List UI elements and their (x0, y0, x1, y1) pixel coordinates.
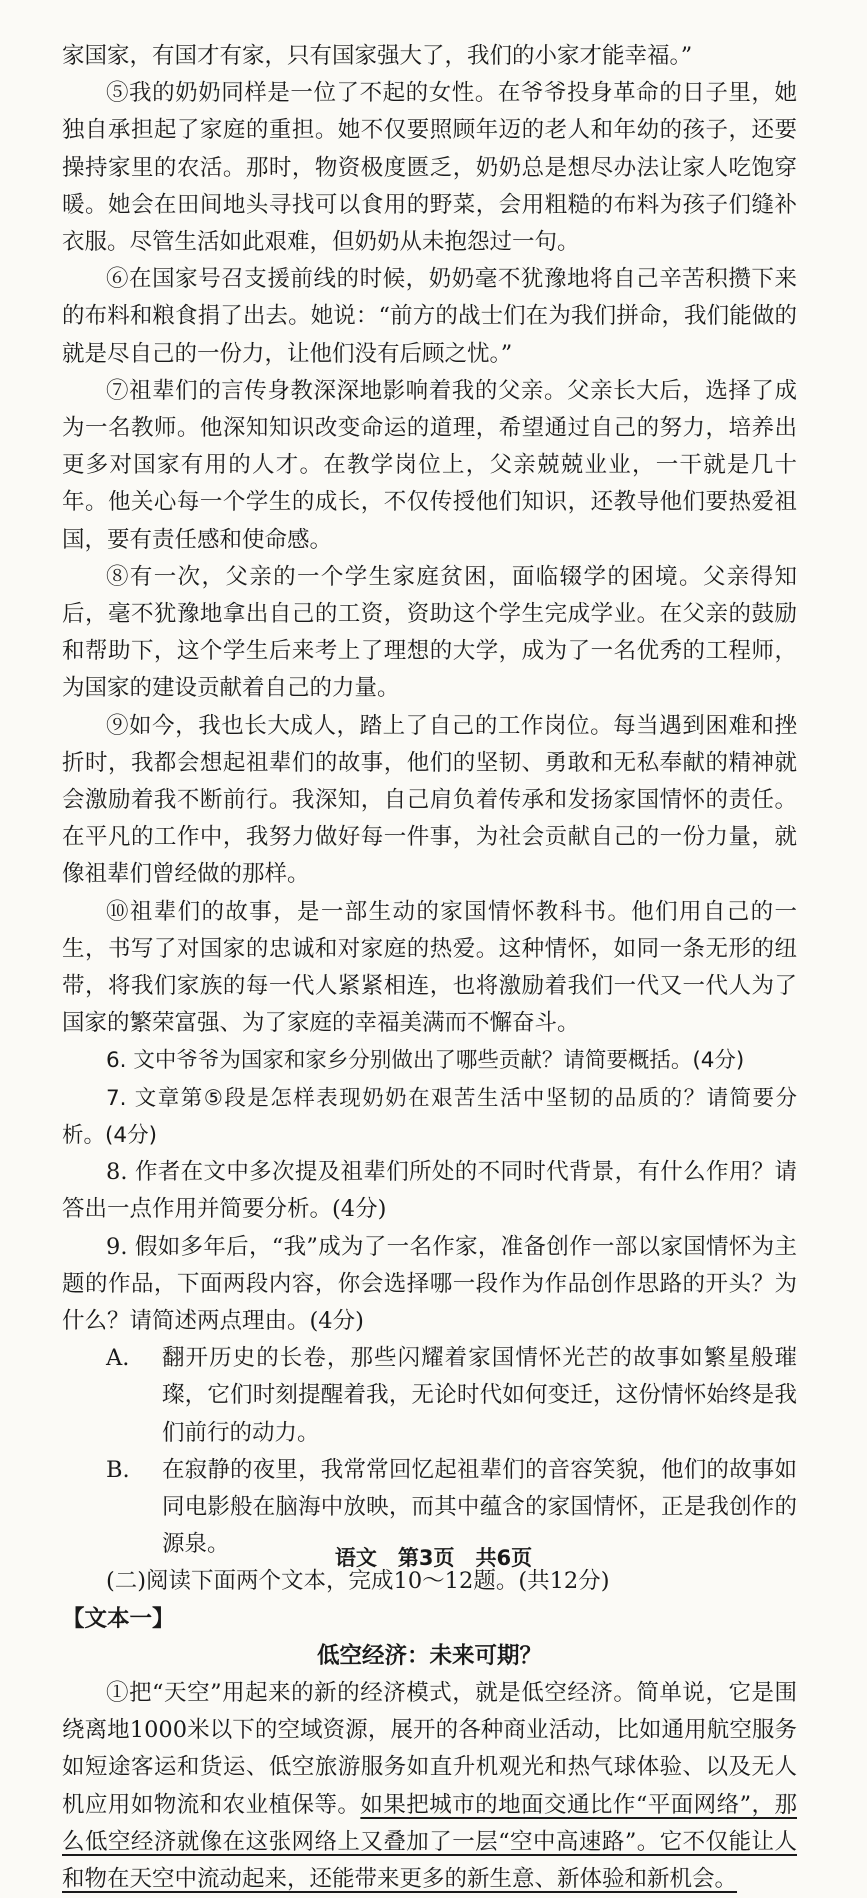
option-a (62, 1340, 797, 1452)
option-b-text: 在寂静的夜里，我常常回忆起祖辈们的音容笑貌，他们的故事如同电影般在脑海中放映，而其中蕴含的家国情怀，正是我创作的源泉。 (162, 1456, 797, 1558)
page-content (62, 38, 797, 1898)
passage-paragraph-7: ⑦祖辈们的言传身教深深地影响着我的父亲。父亲长大后，选择了成为一名教师。他深知知识改变命运的道理，希望通过自己的努力，培养出更多对国家有用的人才。在教学岗位上，父亲兢兢业业，一干就是几十年。他关心每一个学生的成长，不仅传授他们知识，还教导他们要热爱祖国，要有责任感和使命感。 (62, 377, 797, 553)
passage-paragraph-5: ⑤我的奶奶同样是一位了不起的女性。在爷爷投身革命的日子里，她独自承担起了家庭的重担。她不仅要照顾年迈的老人和年幼的孩子，还要操持家里的农活。那时，物资极度匮乏，奶奶总是想尽办法让家人吃饱穿暖。她会在田间地头寻找可以食用的野菜，会用粗糙的布料为孩子们缝补衣服。尽管生活如此艰难，但奶奶从未抱怨过一句。 (62, 80, 797, 256)
article-paragraph-1-text: ①把“天空”用起来的新的经济模式，就是低空经济。简单说，它是围绕离地1000米以下的空域资源，展开的各种商业活动，比如通用航空服务如短途客运和货运、低空旅游服务如直升机观光和热气球体验、以及无人机应用如物流和农业植保等。 (62, 1679, 797, 1818)
page-footer: 语文 第3页 共6页 (334, 1546, 533, 1570)
question-9: 9. 假如多年后，“我”成为了一名作家，准备创作一部以家国情怀为主题的作品，下面两段内容，你会选择哪一段作为作品创作思路的开头？为什么？请简述两点理由。(4分) (62, 1233, 797, 1334)
option-a-text: 翻开历史的长卷，那些闪耀着家国情怀光芒的故事如繁星般璀璨，它们时刻提醒着我，无论时代如何变迁，这份情怀始终是我们前行的动力。 (162, 1345, 797, 1446)
option-a-label: A. (106, 1345, 130, 1372)
article-title: 低空经济：未来可期？ (316, 1642, 542, 1669)
text-one-tag: 【文本一】 (62, 1605, 175, 1632)
option-b-label: B. (106, 1456, 130, 1483)
question-8: 8. 作者在文中多次提及祖辈们所处的不同时代背景，有什么作用？请答出一点作用并简要分析。(4分) (62, 1159, 797, 1223)
question-6: 6. 文中爷爷为国家和家乡分别做出了哪些贡献？请简要概括。(4分) (106, 1048, 745, 1074)
question-7: 7. 文章第⑤段是怎样表现奶奶在艰苦生活中坚韧的品质的？请简要分析。(4分) (62, 1085, 797, 1148)
section-2-heading: (二)阅读下面两个文本，完成10～12题。(共12分) (106, 1568, 610, 1595)
passage-paragraph-6: ⑥在国家号召支援前线的时候，奶奶毫不犹豫地将自己辛苦积攒下来的布料和粮食捐了出去。她说：“前方的战士们在为我们拼命，我们能做的就是尽自己的一份力，让他们没有后顾之忧。” (62, 266, 797, 367)
passage-paragraph-10: ⑩祖辈们的故事，是一部生动的家国情怀教科书。他们用自己的一生，书写了对国家的忠诚和对家庭的热爱。这种情怀，如同一条无形的纽带，将我们家族的每一代人紧紧相连，也将激励着我们一代又一代人为了国家的繁荣富强、为了家庭的幸福美满而不懈奋斗。 (62, 898, 797, 1037)
underlined-sentence: 如果把城市的地面交通比作“平面网络”，那么低空经济就像在这张网络上又叠加了一层“空中高速路”。它不仅能让人和物在天空中流动起来，还能带来更多的新生意、新体验和新机会。 (62, 1791, 797, 1892)
passage-paragraph-continued: 家国家，有国才有家，只有国家强大了，我们的小家才能幸福。” (62, 43, 693, 69)
article-paragraph-1 (62, 1675, 797, 1898)
passage-paragraph-8: ⑧有一次，父亲的一个学生家庭贫困，面临辍学的困境。父亲得知后，毫不犹豫地拿出自己的工资，资助这个学生完成学业。在父亲的鼓励和帮助下，这个学生后来考上了理想的大学，成为了一名优秀的工程师，为国家的建设贡献着自己的力量。 (62, 563, 797, 702)
passage-paragraph-9: ⑨如今，我也长大成人，踏上了自己的工作岗位。每当遇到困难和挫折时，我都会想起祖辈们的故事，他们的坚韧、勇敢和无私奉献的精神就会激励着我不断前行。我深知，自己肩负着传承和发扬家国情怀的责任。在平凡的工作中，我努力做好每一件事，为社会贡献自己的一份力量，就像祖辈们曾经做的那样。 (62, 712, 797, 888)
